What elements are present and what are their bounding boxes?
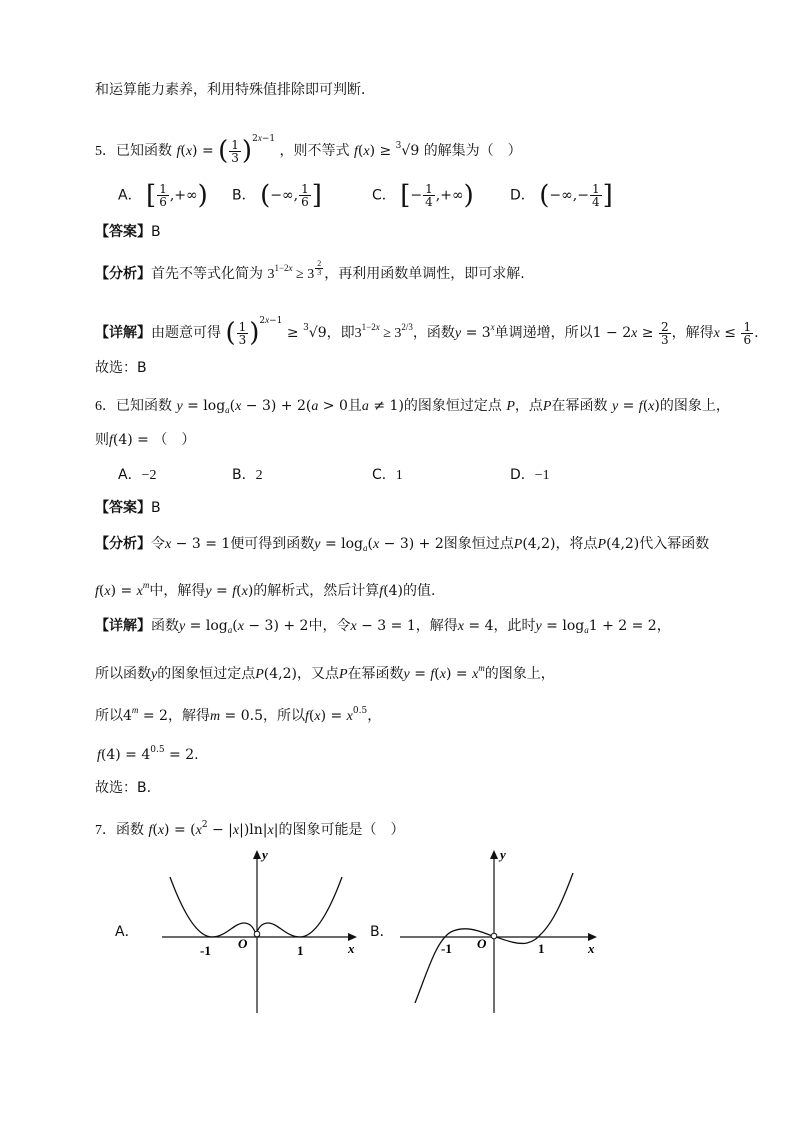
open-point	[491, 933, 497, 939]
q7-option-a-label[interactable]: A．	[115, 924, 139, 940]
q5-detail: 【详解】由题意可得 ( $\frac{1}{3}$ )$^{2x-1}$ ≥ $^3$√9，即$3^{1-2x} \ge 3^{2/3}$，函数$y = 3^x$单调递增，所以1 − 2x ≥ $\frac{2}{3}$ ，解得x ≤ $\frac{1}{6}$ .	[95, 315, 759, 348]
q5-option-b[interactable]: B． (−∞, $\frac{1}{6}$ ]	[232, 180, 322, 211]
x-axis-arrow-icon	[348, 933, 357, 941]
q6-analysis-line1: 【分析】令x − 3 = 1便可得到函数$y = \log_a(x - 3) + 2$图象恒过点P(4,2)，将点P(4,2)代入幂函数	[95, 536, 710, 553]
tick-1: 1	[538, 941, 545, 956]
q6-detail-line2: 所以函数y的图象恒过定点P(4,2)，又点P在幂函数$y = f(x) = x^m$的图象上，	[95, 663, 555, 682]
x-axis-arrow-icon	[588, 933, 597, 941]
tick-neg1: -1	[441, 941, 452, 956]
q5-stem: 5．已知函数 f(x) = ( $\frac{1}{3}$ )$^{2x-1}$ ，则不等式 f(x) ≥ $^3$√9 的解集为（ ）	[95, 133, 522, 166]
q7-option-b-label[interactable]: B．	[370, 924, 394, 940]
curve-a	[170, 877, 342, 937]
y-label: y	[500, 847, 506, 862]
q6-detail-line4: $f(4) = 4^{0.5} = 2$.	[97, 745, 199, 763]
q7-graph-b[interactable]	[395, 845, 610, 1015]
q5-answer: 【答案】B	[95, 224, 161, 240]
q5-choose: 故选：B	[95, 360, 147, 376]
origin-label: O	[477, 936, 487, 951]
x-label: x	[588, 941, 595, 956]
q6-choose: 故选：B.	[95, 780, 152, 796]
tick-neg1: -1	[200, 943, 211, 958]
origin-label: O	[238, 936, 248, 951]
q6-option-d[interactable]: D．−1	[510, 467, 550, 483]
y-axis-arrow-icon	[490, 850, 498, 859]
q6-option-c[interactable]: C．1	[372, 467, 403, 483]
y-axis-arrow-icon	[253, 850, 261, 859]
q6-answer: 【答案】B	[95, 500, 161, 516]
q5-option-d[interactable]: D． (−∞,− $\frac{1}{4}$ ]	[510, 180, 613, 211]
intro-line: 和运算能力素养，利用特殊值排除即可判断．	[95, 82, 375, 98]
open-point	[254, 931, 260, 937]
q6-detail-line3: 所以$4^m = 2$，解得m = 0.5，所以$f(x) = x^{0.5}$，	[95, 705, 382, 724]
tick-1: 1	[297, 943, 304, 958]
q5-option-c[interactable]: C． [− $\frac{1}{4}$ ,+∞)	[372, 180, 474, 211]
q6-stem-line2: 则f(4) = （ ）	[95, 432, 196, 448]
q6-option-b[interactable]: B．2	[232, 467, 263, 483]
q5-analysis: 【分析】首先不等式化简为 $3^{1-2x} \ge 3$ $^{\frac{2}{3}}$ ，再利用函数单调性，即可求解.	[95, 259, 525, 282]
q7-stem: 7．函数 $f(x) = (x^2 - |x|)\ln|x|$的图象可能是（ ）	[95, 820, 405, 838]
q6-option-a[interactable]: A．−2	[118, 467, 157, 483]
q7-graph-a[interactable]	[150, 845, 370, 1015]
x-label: x	[348, 941, 355, 956]
q6-detail-line1: 【详解】函数$y = \log_a(x - 3) + 2$中，令x − 3 = 1，解得x = 4，此时$y = \log_a1 + 2 = 2$，	[95, 618, 671, 635]
q6-stem-line1: 6．已知函数 $y = \log_a(x - 3) + 2(a > 0$且a ≠ 1)的图象恒过定点 P，点P在幂函数 y = f(x)的图象上，	[95, 398, 730, 415]
q5-option-a[interactable]: A． [ $\frac{1}{6}$ ,+∞)	[118, 180, 208, 211]
q6-analysis-line2: $f(x) = x^m$中，解得y = f(x)的解析式，然后计算f(4)的值.	[95, 580, 436, 599]
y-label: y	[262, 847, 268, 862]
